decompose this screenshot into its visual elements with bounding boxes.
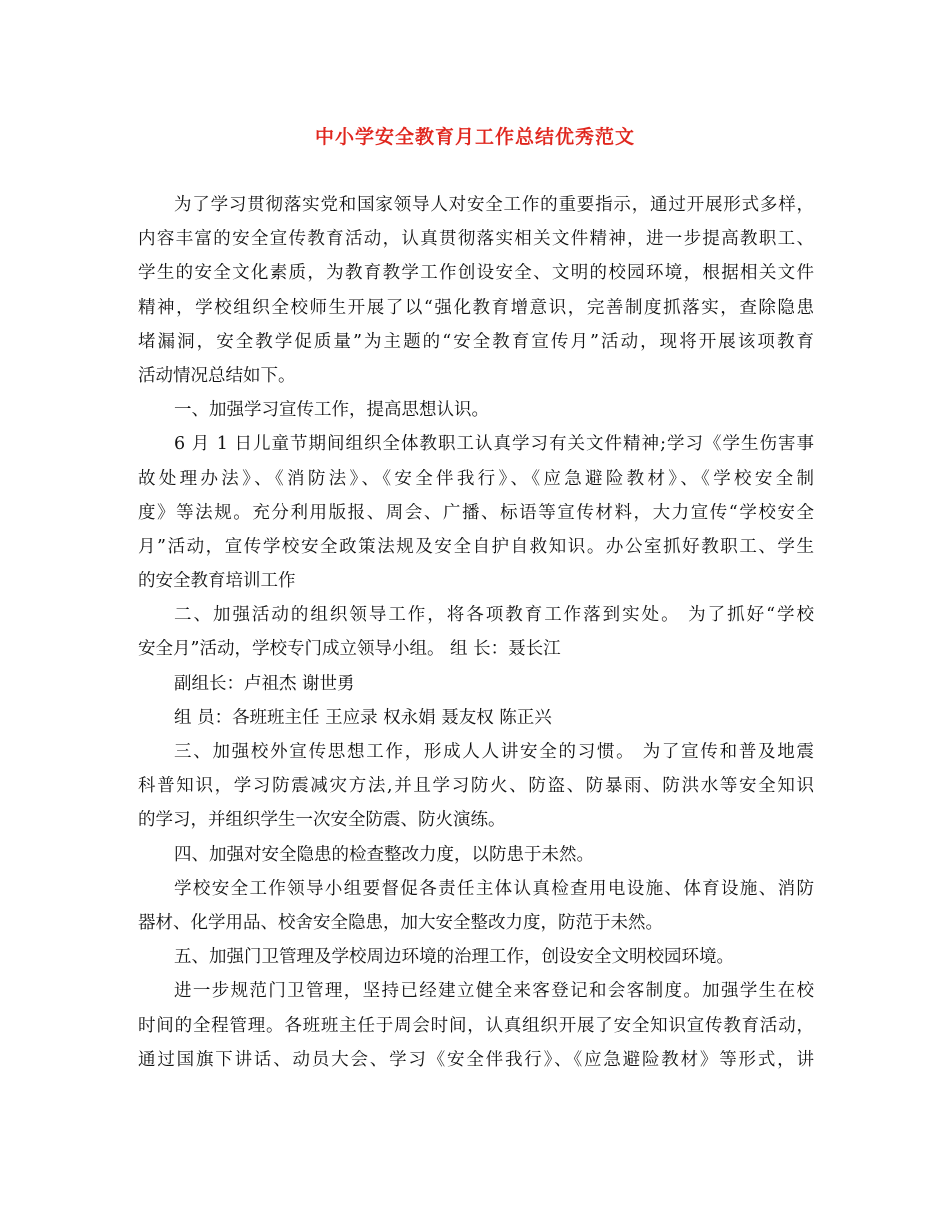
text-line: 五、加强门卫管理及学校周边环境的治理工作，创设安全文明校园环境。 (174, 947, 734, 968)
text-line: 一、加强学习宣传工作，提高思想认识。 (174, 400, 489, 421)
text-line: 安全月”活动，学校专门成立领导小组。 组 长：聂长江 (138, 639, 561, 660)
text-line: 时间的全程管理。各班班主任于周会时间，认真组织开展了安全知识宣传教育活动， (138, 1015, 814, 1036)
text-line: 度》等法规。充分利用版报、周会、广播、标语等宣传材料，大力宣传“学校安全 (138, 502, 814, 523)
text-line: 进一步规范门卫管理，坚持已经建立健全来客登记和会客制度。加强学生在校 (174, 981, 814, 1002)
text-line: 故处理办法》、《消防法》、《安全伴我行》、《应急避险教材》、《学校安全制 (138, 468, 814, 489)
text-line: 二、加强活动的组织领导工作，将各项教育工作落到实处。 为了抓好“学校 (174, 605, 814, 626)
text-line: 通过国旗下讲话、动员大会、学习《安全伴我行》、《应急避险教材》等形式，讲 (138, 1049, 814, 1070)
text-line: 为了学习贯彻落实党和国家领导人对安全工作的重要指示，通过开展形式多样， (174, 195, 814, 215)
text-line: 组 员：各班班主任 王应录 权永娟 聂友权 陈正兴 (174, 707, 552, 728)
text-line: 三、加强校外宣传思想工作，形成人人讲安全的习惯。 为了宣传和普及地震 (174, 742, 814, 762)
text-line: 6 月 1 日儿童节期间组织全体教职工认真学习有关文件精神;学习《学生伤害事 (174, 434, 814, 455)
text-line: 四、加强对安全隐患的检查整改力度，以防患于未然。 (174, 844, 594, 865)
text-line: 副组长：卢祖杰 谢世勇 (174, 673, 355, 694)
text-line: 堵漏洞，安全教学促质量”为主题的“安全教育宣传月”活动，现将开展该项教育 (138, 331, 814, 352)
text-line: 活动情况总结如下。 (138, 365, 296, 386)
text-line: 科普知识，学习防震减灾方法,并且学习防火、防盗、防暴雨、防洪水等安全知识 (138, 776, 814, 797)
text-line: 内容丰富的安全宣传教育活动，认真贯彻落实相关文件精神，进一步提高教职工、 (138, 229, 814, 250)
text-line: 的学习，并组织学生一次安全防震、防火演练。 (138, 810, 506, 831)
text-line: 月”活动，宣传学校安全政策法规及安全自护自救知识。办公室抓好教职工、学生 (138, 536, 814, 557)
document-body (138, 188, 814, 1077)
text-line: 精神，学校组织全校师生开展了以“强化教育增意识，完善制度抓落实，查除隐患 (138, 297, 814, 318)
document-title: 中小学安全教育月工作总结优秀范文 (314, 126, 635, 148)
text-line: 学校安全工作领导小组要督促各责任主体认真检查用电设施、体育设施、消防 (174, 878, 814, 899)
text-line: 学生的安全文化素质，为教育教学工作创设安全、文明的校园环境，根据相关文件 (138, 263, 814, 284)
text-line: 的安全教育培训工作 (138, 571, 296, 592)
text-line: 器材、化学用品、校舍安全隐患，加大安全整改力度，防范于未然。 (138, 912, 663, 933)
